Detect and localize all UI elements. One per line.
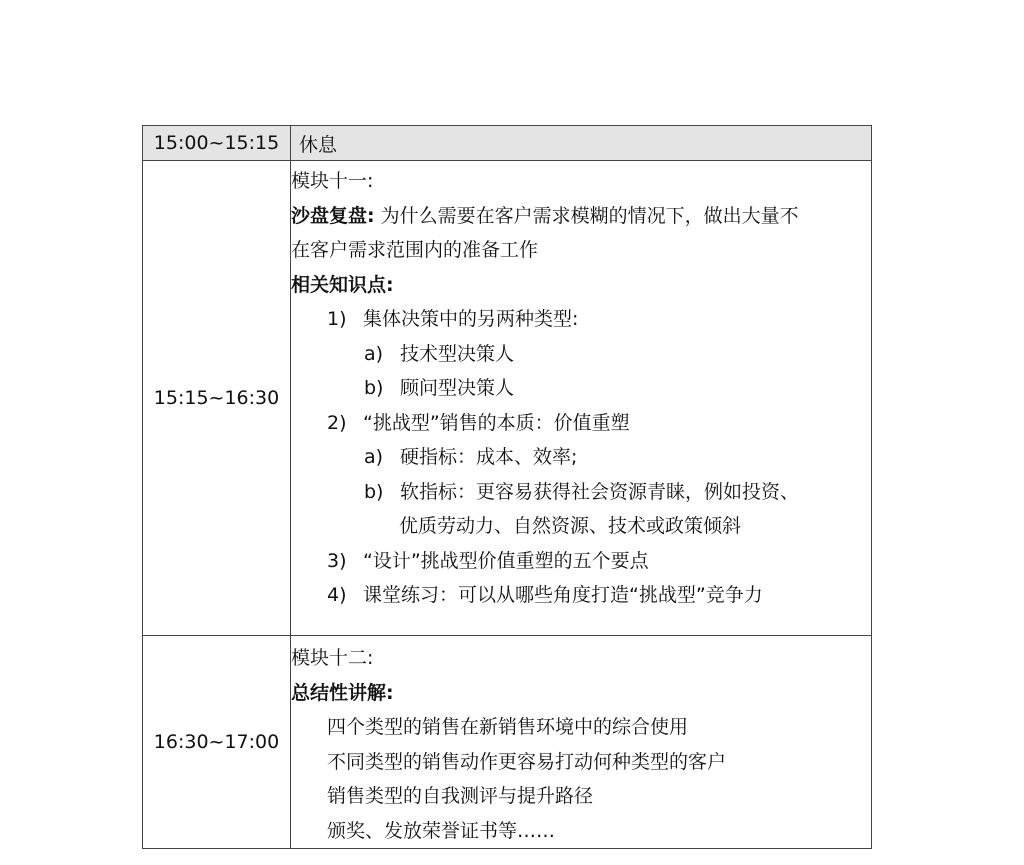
time-cell: 15:00~15:15 — [143, 126, 291, 161]
table-row — [143, 636, 872, 849]
knowledge-label: 相关知识点: — [291, 273, 394, 296]
list-text: “设计”挑战型价值重塑的五个要点 — [363, 549, 649, 572]
schedule-table — [142, 125, 872, 849]
heading-label: 沙盘复盘: — [291, 204, 375, 227]
sub-list-item — [291, 371, 871, 406]
list-item — [291, 406, 871, 441]
list-number: 2) — [327, 411, 347, 434]
list-item — [291, 302, 871, 337]
sub-list-item — [291, 440, 871, 475]
session-content — [291, 636, 872, 849]
sub-list-mark: b) — [364, 377, 384, 399]
session-label: 休息 — [291, 126, 872, 161]
sub-list-mark: a) — [364, 446, 384, 468]
list-text: 集体决策中的另两种类型: — [363, 308, 579, 330]
module-title: 模块十一: — [291, 170, 374, 192]
list-item: 颁奖、发放荣誉证书等…… — [327, 819, 556, 842]
list-number: 1) — [327, 308, 347, 330]
sub-list-text: 软指标：更容易获得社会资源青睐，例如投资、 — [400, 480, 800, 503]
sub-list-item — [291, 337, 871, 372]
heading-text-cont: 在客户需求范围内的准备工作 — [291, 239, 539, 261]
sub-list-text: 技术型决策人 — [400, 342, 515, 365]
table-row — [143, 161, 872, 636]
session-content — [291, 161, 872, 636]
list-number: 4) — [327, 584, 347, 606]
session-heading: 总结性讲解: — [291, 681, 394, 704]
list-item — [291, 544, 871, 579]
list-text: “挑战型”销售的本质：价值重塑 — [363, 411, 630, 434]
list-item — [291, 578, 871, 613]
list-item: 不同类型的销售动作更容易打动何种类型的客户 — [327, 750, 727, 773]
sub-list-text: 顾问型决策人 — [400, 377, 515, 399]
sub-list-mark: a) — [364, 342, 384, 365]
session-heading — [291, 199, 871, 234]
list-item: 四个类型的销售在新销售环境中的综合使用 — [327, 716, 689, 738]
time-cell: 15:15~16:30 — [143, 161, 291, 636]
list-number: 3) — [327, 549, 347, 572]
module-title: 模块十二: — [291, 647, 374, 669]
list-item: 销售类型的自我测评与提升路径 — [327, 785, 594, 807]
list-text: 课堂练习：可以从哪些角度打造“挑战型”竞争力 — [363, 584, 763, 606]
sub-list-item — [291, 475, 871, 510]
time-cell: 16:30~17:00 — [143, 636, 291, 849]
sub-list-text: 硬指标：成本、效率; — [400, 446, 578, 468]
sub-list-mark: b) — [364, 480, 384, 503]
table-row — [143, 126, 872, 161]
sub-list-text-cont: 优质劳动力、自然资源、技术或政策倾斜 — [399, 515, 742, 537]
heading-text: 为什么需要在客户需求模糊的情况下，做出大量不 — [380, 204, 799, 227]
